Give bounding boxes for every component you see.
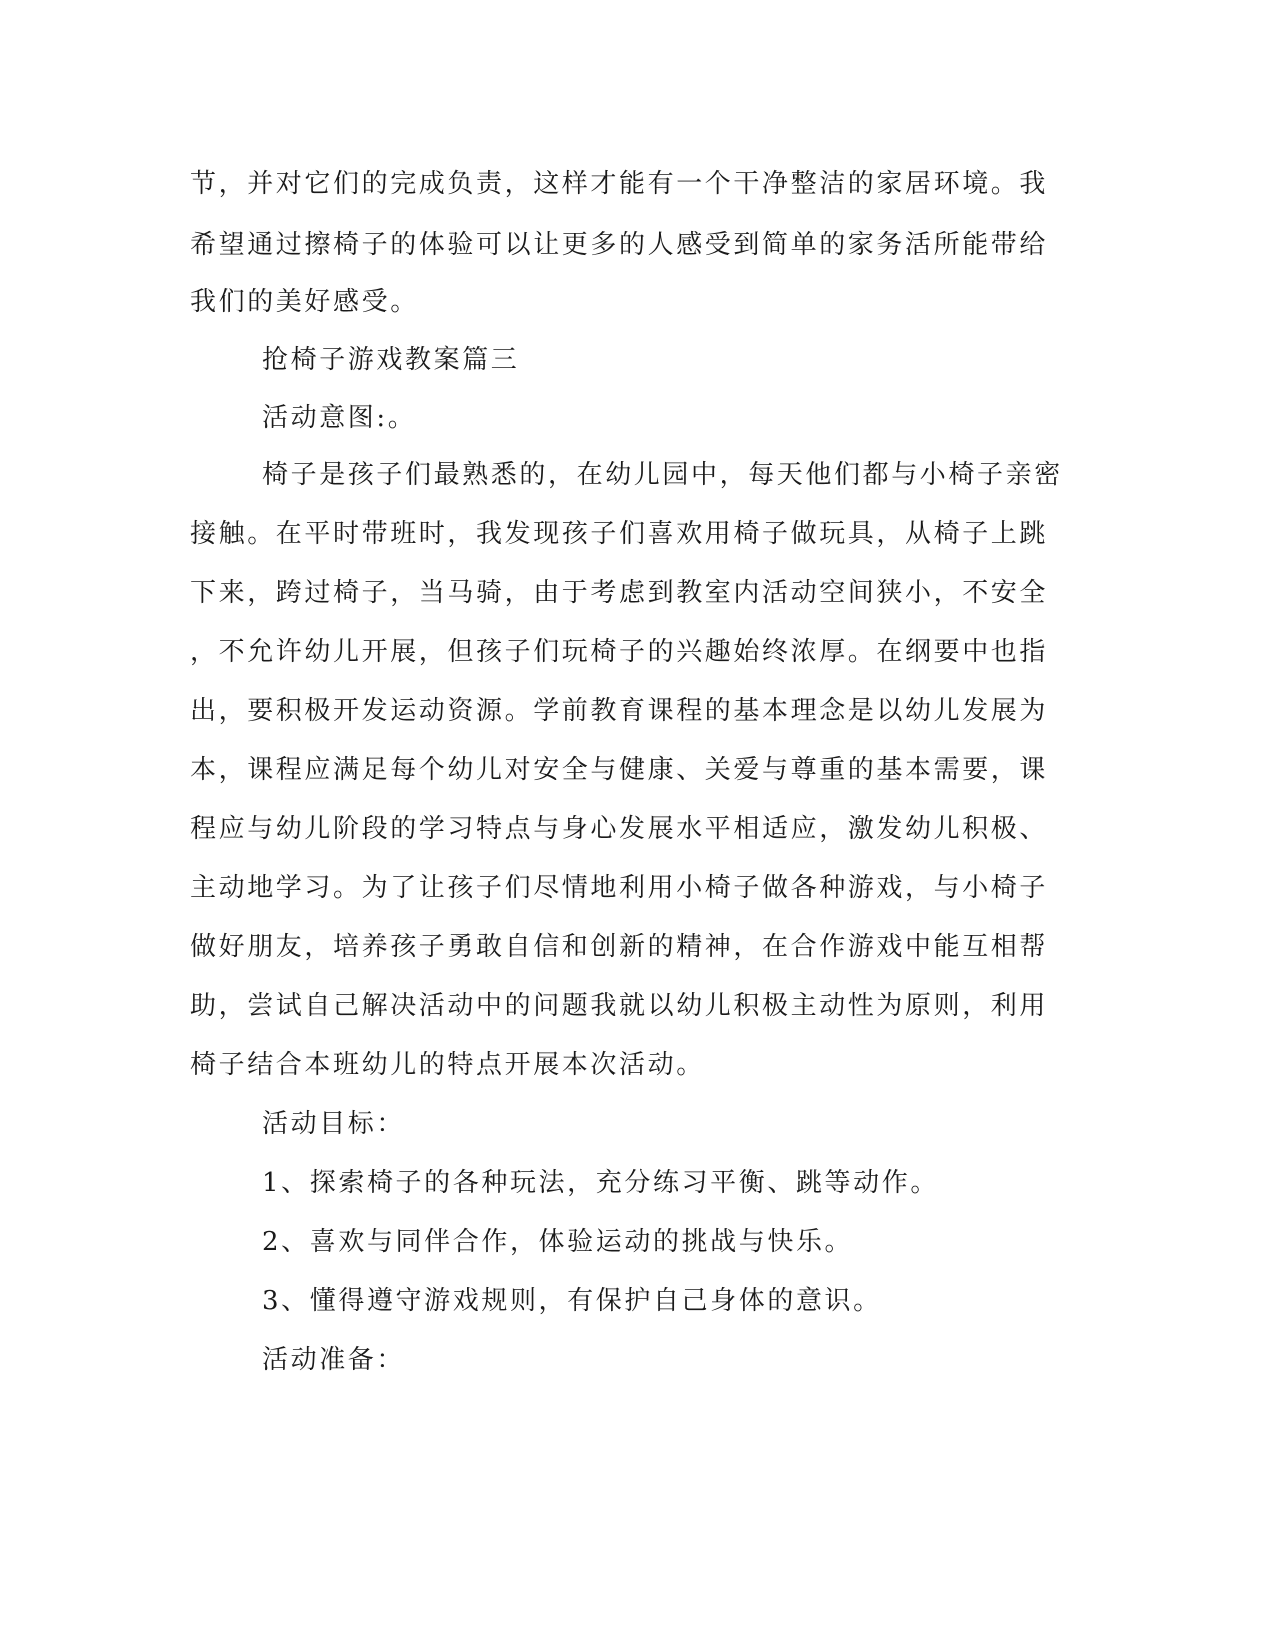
paragraph-line: 希望通过擦椅子的体验可以让更多的人感受到简单的家务活所能带给 bbox=[190, 230, 1049, 260]
paragraph-line: 椅子是孩子们最熟悉的，在幼儿园中，每天他们都与小椅子亲密 bbox=[262, 460, 1063, 490]
paragraph-line: 做好朋友，培养孩子勇敢自信和创新的精神，在合作游戏中能互相帮 bbox=[190, 932, 1049, 962]
paragraph-line: 我们的美好感受。 bbox=[190, 287, 419, 317]
goal-item: 1、探索椅子的各种玩法，充分练习平衡、跳等动作。 bbox=[262, 1168, 939, 1198]
section-title: 抢椅子游戏教案篇三 bbox=[262, 345, 520, 375]
goal-item: 3、懂得遵守游戏规则，有保护自己身体的意识。 bbox=[262, 1286, 882, 1316]
intent-heading: 活动意图:。 bbox=[262, 403, 417, 433]
goals-heading: 活动目标： bbox=[262, 1109, 406, 1139]
paragraph-line: 下来，跨过椅子，当马骑，由于考虑到教室内活动空间狭小，不安全 bbox=[190, 578, 1049, 608]
paragraph-line: 主动地学习。为了让孩子们尽情地利用小椅子做各种游戏，与小椅子 bbox=[190, 873, 1049, 903]
paragraph-line: 程应与幼儿阶段的学习特点与身心发展水平相适应，激发幼儿积极、 bbox=[190, 814, 1049, 844]
paragraph-line: 出，要积极开发运动资源。学前教育课程的基本理念是以幼儿发展为 bbox=[190, 696, 1049, 726]
goal-item: 2、喜欢与同伴合作，体验运动的挑战与快乐。 bbox=[262, 1227, 854, 1257]
paragraph-line: ，不允许幼儿开展，但孩子们玩椅子的兴趣始终浓厚。在纲要中也指 bbox=[190, 637, 1049, 667]
paragraph-line: 椅子结合本班幼儿的特点开展本次活动。 bbox=[190, 1050, 705, 1080]
paragraph-line: 助，尝试自己解决活动中的问题我就以幼儿积极主动性为原则，利用 bbox=[190, 991, 1049, 1021]
paragraph-line: 接触。在平时带班时，我发现孩子们喜欢用椅子做玩具，从椅子上跳 bbox=[190, 519, 1049, 549]
paragraph-line: 本，课程应满足每个幼儿对安全与健康、关爱与尊重的基本需要，课 bbox=[190, 755, 1049, 785]
preparation-heading: 活动准备： bbox=[262, 1345, 406, 1375]
paragraph-line: 节，并对它们的完成负责，这样才能有一个干净整洁的家居环境。我 bbox=[190, 169, 1049, 199]
